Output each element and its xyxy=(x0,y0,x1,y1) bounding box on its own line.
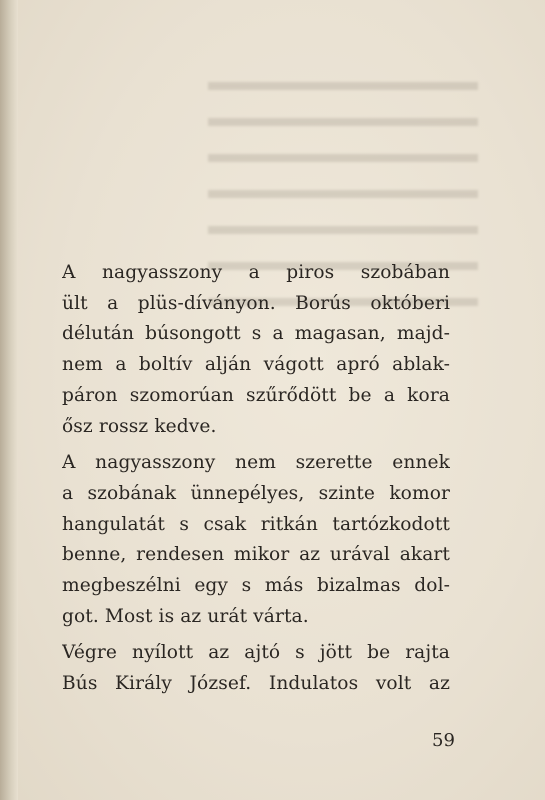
text-line: a szobának ünnepélyes, szinte komor xyxy=(62,482,450,504)
text-line: benne, rendesen mikor az urával akart xyxy=(62,544,450,566)
text-line: nem a boltív alján vágott apró ablak- xyxy=(62,354,450,376)
text-line: got. Most is az urát várta. xyxy=(62,605,309,627)
paragraph-3 xyxy=(62,638,450,699)
text-line: hangulatát s csak ritkán tartózkodott xyxy=(62,513,450,535)
paragraph-1 xyxy=(62,258,450,442)
text-line: ült a plüs-díványon. Borús októberi xyxy=(62,292,450,314)
text-line: Végre nyílott az ajtó s jött be rajta xyxy=(62,642,450,664)
book-gutter xyxy=(0,0,18,800)
text-line: páron szomorúan szűrődött be a kora xyxy=(62,384,450,406)
paragraph-2 xyxy=(62,448,450,632)
text-line: A nagyasszony a piros szobában xyxy=(62,262,450,283)
text-line: Bús Király József. Indulatos volt az xyxy=(62,673,450,695)
text-line: délután búsongott s a magasan, majd- xyxy=(62,323,450,345)
page-number: 59 xyxy=(432,730,455,751)
text-line: ősz rossz kedve. xyxy=(62,415,217,437)
text-line: A nagyasszony nem szerette ennek xyxy=(62,452,450,474)
body-text xyxy=(62,258,450,700)
text-line: megbeszélni egy s más bizalmas dol- xyxy=(62,575,450,597)
